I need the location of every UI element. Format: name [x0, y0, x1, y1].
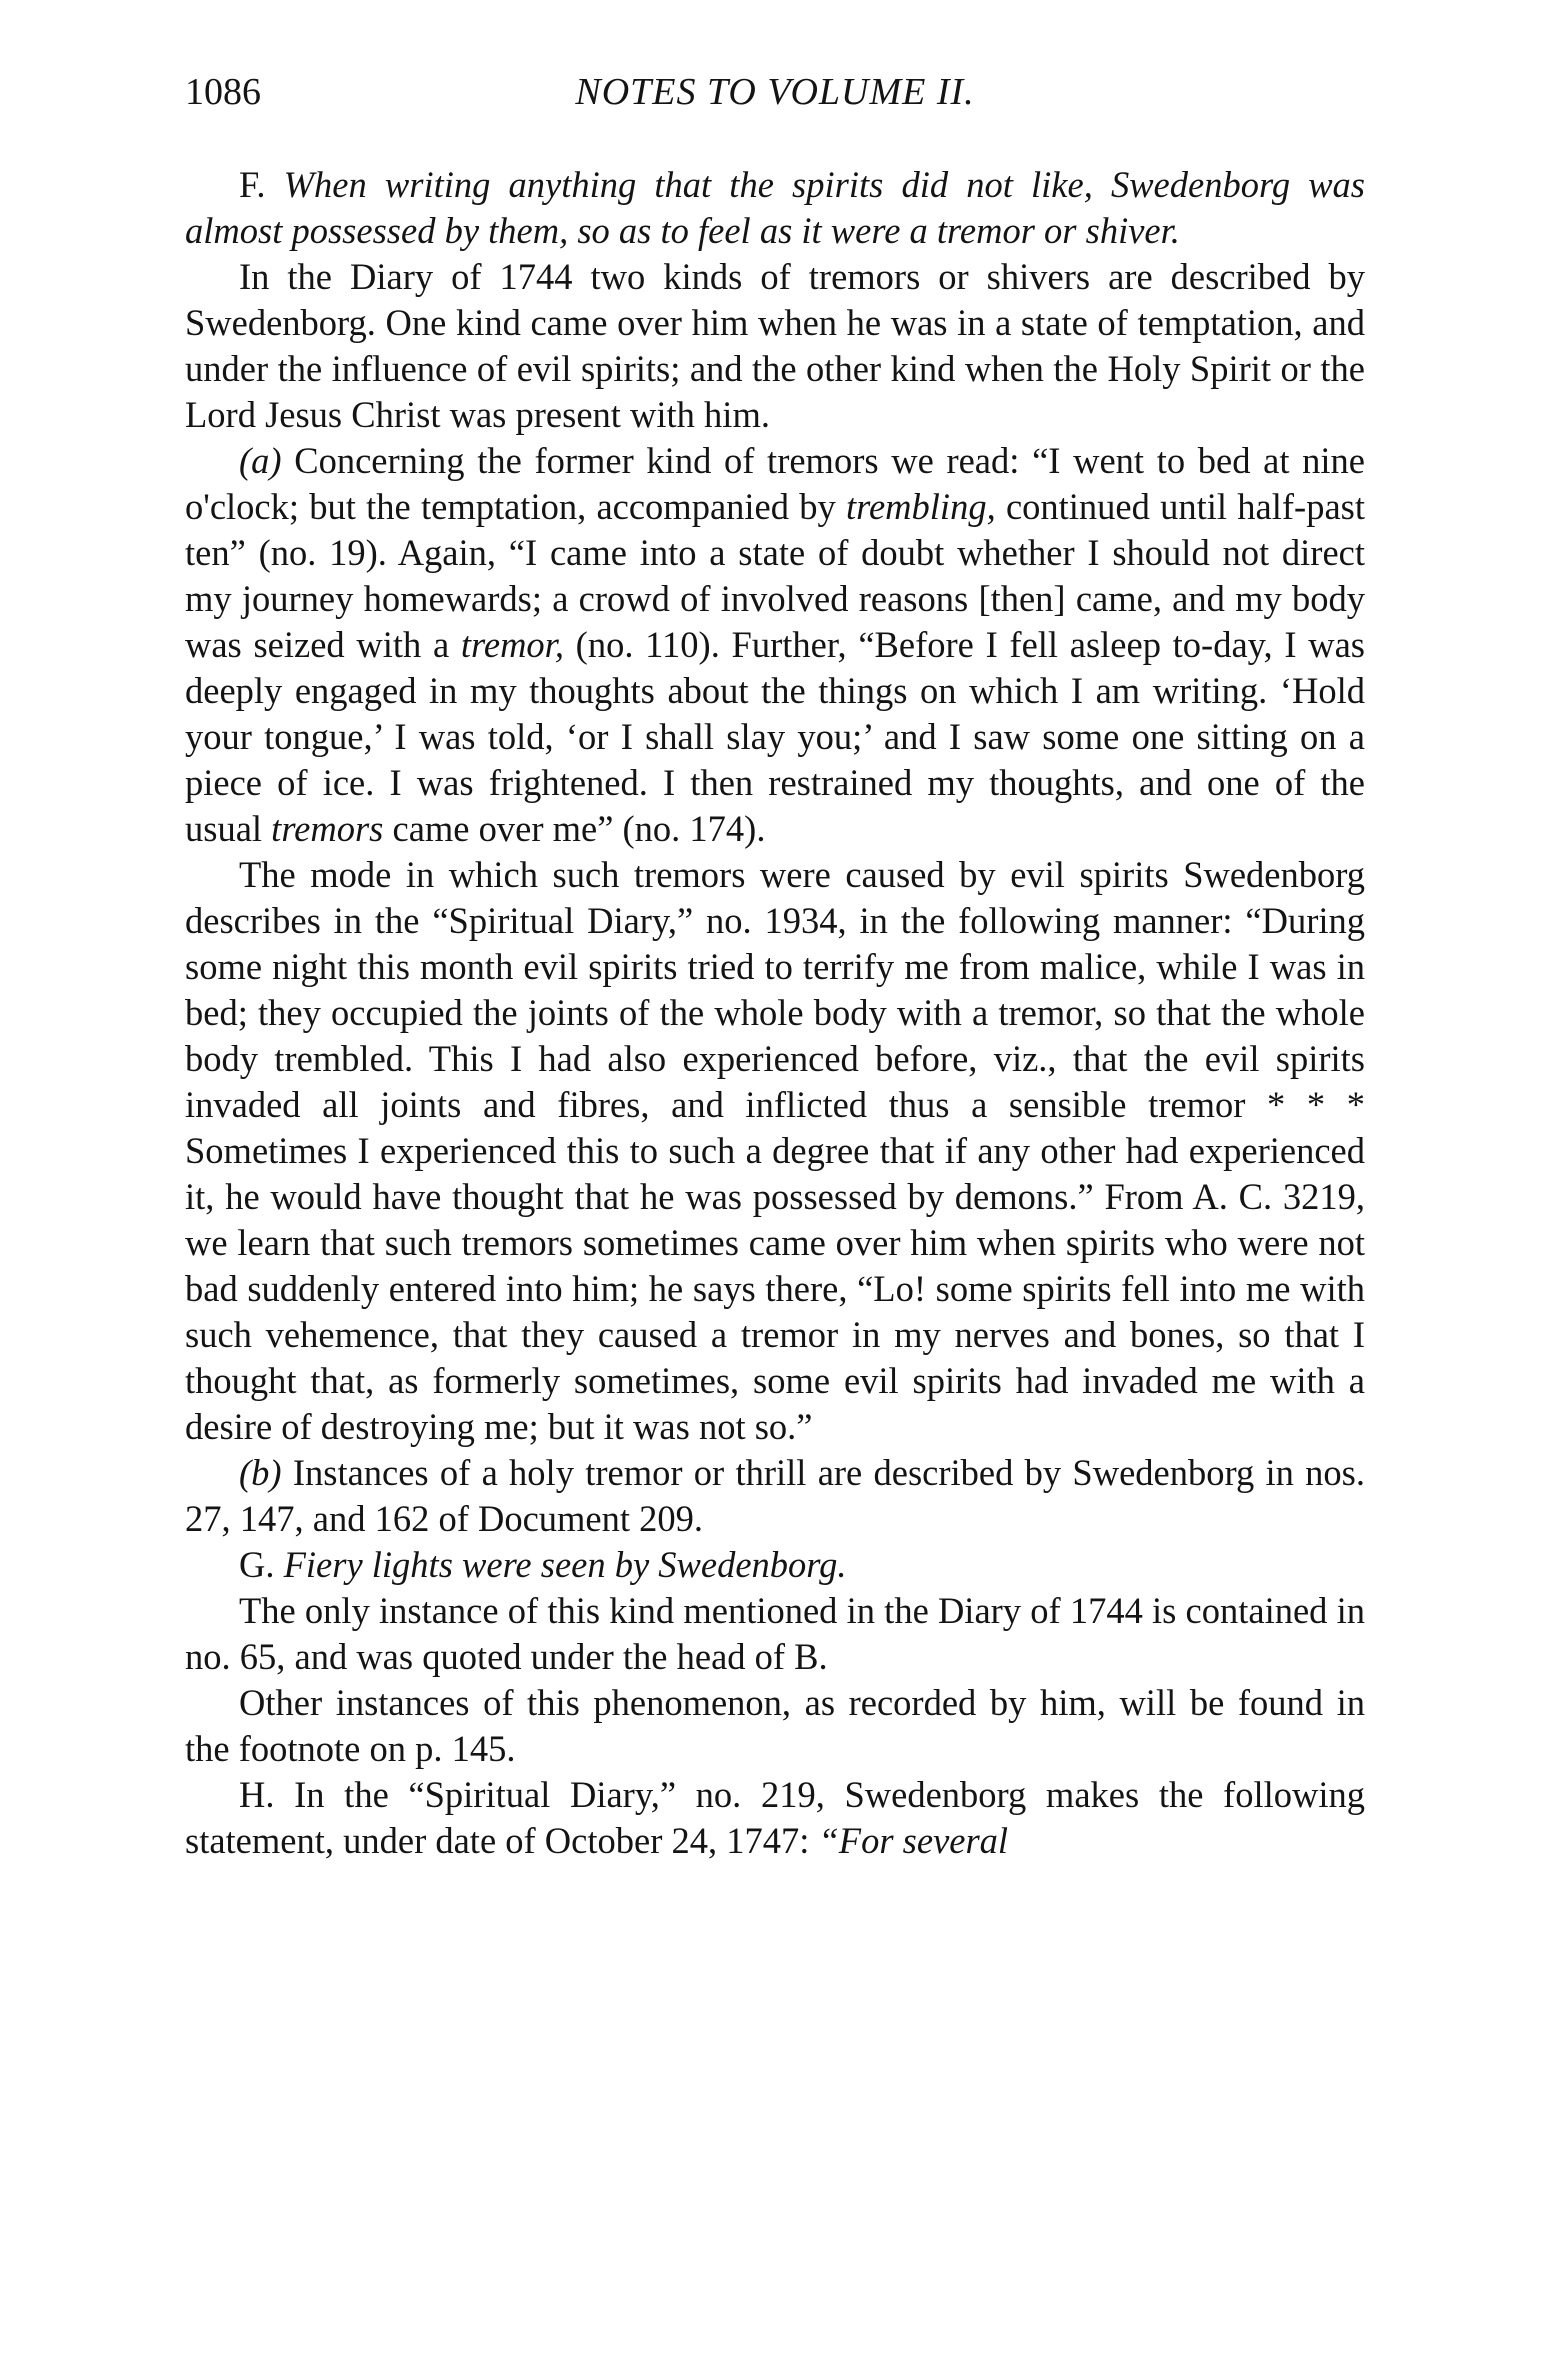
italic-text-run: tremors	[271, 808, 384, 849]
paragraph-F-p4	[185, 1450, 1365, 1542]
page-number: 1086	[185, 71, 261, 113]
paragraph-G-heading	[185, 1542, 1365, 1588]
text-run: F.	[239, 164, 284, 205]
text-run: Other instances of this phenomenon, as recorded by him, will be found in the footnote on p. 145.	[185, 1682, 1365, 1769]
italic-text-run: trembling,	[845, 486, 996, 527]
running-head	[185, 70, 1365, 140]
italic-text-run: “For several	[818, 1820, 1009, 1861]
page	[185, 70, 1365, 1864]
italic-text-run: (b)	[239, 1452, 282, 1493]
text-run: (no. 110). Further, “Before I fell asleep to-day, I was deeply engaged in my thoughts about the things on which I am writing. ‘Hold your tongue,’ I was told, ‘or I shall slay you;’ and I saw some one sitting on a piece of ice. I was frightened. I then restrained my thoughts, and one of the usual	[185, 624, 1365, 849]
body-text	[185, 162, 1365, 1864]
text-run: In the Diary of 1744 two kinds of tremors or shivers are described by Swedenborg. One kind came over him when he was in a state of temptation, and under the influence of evil spirits; and the other kind when the Holy Spirit or the Lord Jesus Christ was present with him.	[185, 256, 1365, 435]
italic-text-run: Fiery lights were seen by Swedenborg.	[283, 1544, 847, 1585]
text-run: The mode in which such tremors were caused by evil spirits Swedenborg describes in the “Spiritual Diary,” no. 1934, in the following manner: “During some night this month evil spirits tried to terrify me from malice, while I was in bed; they occupied the joints of the whole body with a tremor, so that the whole body trembled. This I had also experienced before, viz., that the evil spirits invaded all joints and fibres, and inflicted thus a sensible tremor * * * Sometimes I experienced this to such a degree that if any other had experienced it, he would have thought that he was possessed by demons.” From A. C. 3219, we learn that such tremors sometimes came over him when spirits who were not bad suddenly entered into him; he says there, “Lo! some spirits fell into me with such vehemence, that they caused a tremor in my nerves and bones, so that I thought that, as formerly sometimes, some evil spirits had invaded me with a desire of destroying me; but it was not so.”	[185, 854, 1365, 1447]
italic-text-run: (a)	[239, 440, 282, 481]
paragraph-F-p3	[185, 852, 1365, 1450]
text-run: The only instance of this kind mentioned in the Diary of 1744 is contained in no. 65, and was quoted under the head of B.	[185, 1590, 1365, 1677]
text-run: Instances of a holy tremor or thrill are described by Swedenborg in nos. 27, 147, and 162 of Document 209.	[185, 1452, 1365, 1539]
paragraph-H-p1	[185, 1772, 1365, 1864]
paragraph-G-p1	[185, 1588, 1365, 1680]
text-run: G.	[239, 1544, 284, 1585]
text-run: continued until half-past ten” (no. 19). Again, “I came into a state of doubt whether I should not direct my journey homewards; a crowd of involved reasons [then] came, and my body was seized with a	[185, 486, 1365, 665]
paragraph-F-p2	[185, 438, 1365, 852]
italic-text-run: tremor,	[460, 624, 564, 665]
text-run: Concerning the former kind of tremors we read: “I went to bed at nine o'clock; but the temptation, accompanied by	[185, 440, 1365, 527]
paragraph-G-p2	[185, 1680, 1365, 1772]
italic-text-run: When writing anything that the spirits did not like, Swedenborg was almost possessed by them, so as to feel as it were a tremor or shiver.	[185, 164, 1366, 251]
paragraph-F-p1	[185, 254, 1365, 438]
running-title: NOTES TO VOLUME II.	[575, 71, 975, 113]
paragraph-F-heading	[185, 162, 1365, 254]
text-run: came over me” (no. 174).	[383, 808, 766, 849]
text-run: H. In the “Spiritual Diary,” no. 219, Swedenborg makes the following statement, under date of October 24, 1747:	[185, 1774, 1365, 1861]
